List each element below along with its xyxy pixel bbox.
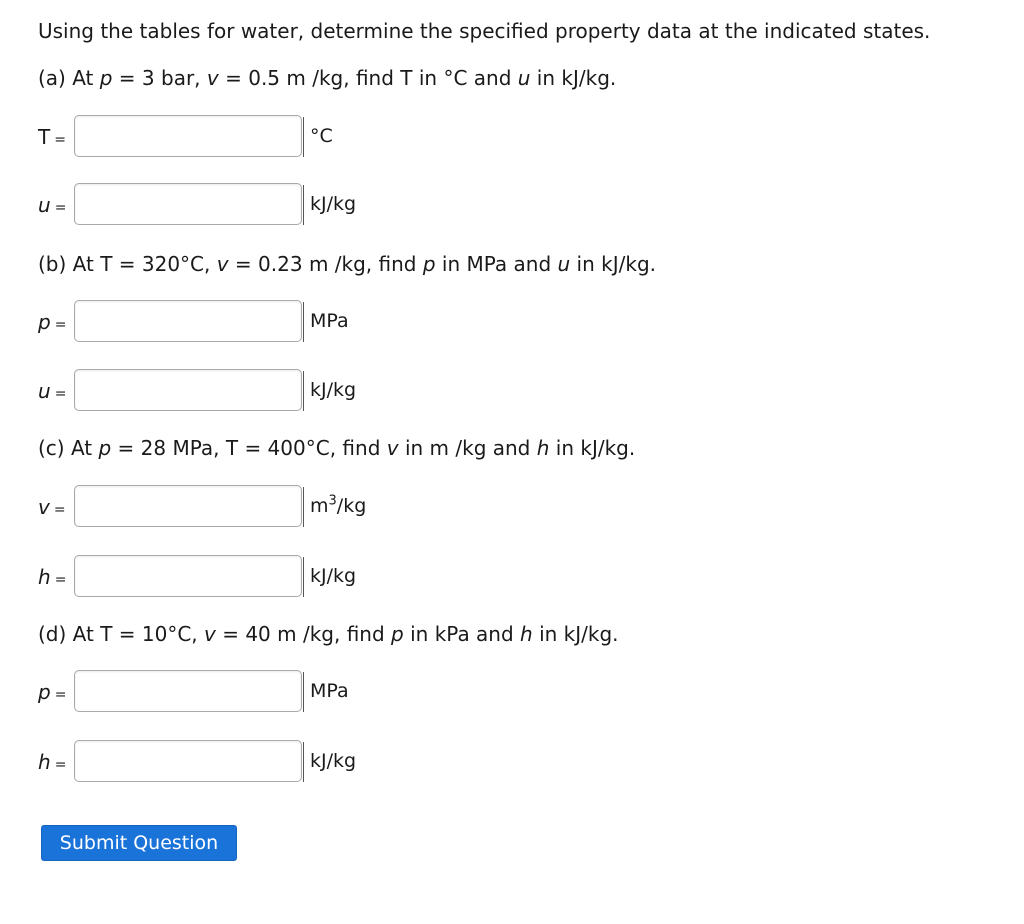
part-b-internal-energy-input[interactable] bbox=[74, 369, 302, 411]
part-a-prefix: (a) At bbox=[38, 66, 100, 90]
part-c-var1: p bbox=[98, 436, 112, 460]
part-b-pressure-label bbox=[38, 310, 66, 337]
part-c-mid2: in m /kg and bbox=[398, 436, 537, 460]
unit-separator bbox=[303, 487, 304, 527]
part-a-var2: v bbox=[206, 66, 219, 90]
part-d-mid1: = 40 m /kg, find bbox=[215, 622, 392, 646]
part-c-specific-volume-unit bbox=[310, 494, 366, 518]
unit-separator bbox=[303, 371, 304, 411]
part-a-prompt bbox=[38, 65, 616, 91]
part-d-pressure-input[interactable] bbox=[74, 670, 302, 712]
part-c-prompt bbox=[38, 435, 635, 461]
unit-separator bbox=[303, 672, 304, 712]
specific-volume-symbol: v bbox=[38, 495, 50, 519]
pressure-symbol: p bbox=[38, 680, 51, 704]
part-c-enthalpy-label bbox=[38, 565, 66, 592]
part-d-pressure-row bbox=[0, 670, 1024, 714]
part-d-enthalpy-input[interactable] bbox=[74, 740, 302, 782]
unit-separator bbox=[303, 185, 304, 225]
part-c-specific-volume-row bbox=[0, 485, 1024, 529]
part-c-specific-volume-label bbox=[38, 495, 66, 522]
part-b-var2: p bbox=[422, 252, 436, 276]
enthalpy-symbol: h bbox=[38, 565, 51, 589]
part-c-var2: v bbox=[386, 436, 399, 460]
part-b-prefix: (b) At T = 320°C, bbox=[38, 252, 217, 276]
part-d-var3: h bbox=[520, 622, 533, 646]
part-a-mid1: = 3 bar, bbox=[112, 66, 207, 90]
part-a-var3: u bbox=[517, 66, 531, 90]
part-a-temperature-input[interactable] bbox=[74, 115, 302, 157]
part-a-temperature-row bbox=[0, 115, 1024, 159]
equals-sign: = bbox=[54, 757, 67, 773]
unit-separator bbox=[303, 557, 304, 597]
part-a-temperature-unit: °C bbox=[310, 125, 333, 147]
part-d-suffix: in kJ/kg. bbox=[532, 622, 619, 646]
enthalpy-symbol: h bbox=[38, 750, 51, 774]
question-intro: Using the tables for water, determine the specified property data at the indicated states. bbox=[38, 19, 931, 43]
unit-separator bbox=[303, 302, 304, 342]
part-a-var1: p bbox=[99, 66, 113, 90]
part-a-mid2: = 0.5 m /kg, find T in °C and bbox=[218, 66, 518, 90]
equals-sign: = bbox=[54, 132, 66, 148]
equals-sign: = bbox=[53, 502, 66, 518]
equals-sign: = bbox=[54, 317, 67, 333]
pressure-symbol: p bbox=[38, 310, 51, 334]
part-c-enthalpy-row bbox=[0, 555, 1024, 599]
unit-separator bbox=[303, 117, 304, 157]
part-b-pressure-row bbox=[0, 300, 1024, 344]
part-d-mid2: in kPa and bbox=[403, 622, 521, 646]
part-a-suffix: in kJ/kg. bbox=[530, 66, 617, 90]
part-b-pressure-input[interactable] bbox=[74, 300, 302, 342]
part-d-var1: v bbox=[204, 622, 216, 646]
part-b-prompt bbox=[38, 251, 656, 277]
part-b-mid1: = 0.23 m /kg, find bbox=[228, 252, 423, 276]
part-c-suffix: in kJ/kg. bbox=[549, 436, 636, 460]
part-a-internal-energy-input[interactable] bbox=[74, 183, 302, 225]
part-a-temperature-label bbox=[38, 125, 66, 152]
part-c-var3: h bbox=[536, 436, 550, 460]
part-d-enthalpy-unit: kJ/kg bbox=[310, 750, 357, 772]
part-d-enthalpy-row bbox=[0, 740, 1024, 784]
part-b-var3: u bbox=[557, 252, 571, 276]
part-c-enthalpy-unit: kJ/kg bbox=[310, 565, 357, 587]
part-b-pressure-unit: MPa bbox=[310, 310, 349, 332]
temperature-symbol: T bbox=[38, 125, 51, 149]
part-b-internal-energy-row bbox=[0, 369, 1024, 413]
equals-sign: = bbox=[54, 572, 67, 588]
part-c-prefix: (c) At bbox=[38, 436, 99, 460]
part-b-suffix: in kJ/kg. bbox=[570, 252, 657, 276]
equals-sign: = bbox=[54, 386, 67, 402]
submit-question-button[interactable]: Submit Question bbox=[41, 825, 237, 861]
internal-energy-symbol: u bbox=[38, 379, 51, 403]
part-b-var1: v bbox=[216, 252, 229, 276]
internal-energy-symbol: u bbox=[38, 193, 51, 217]
part-c-mid1: = 28 MPa, T = 400°C, find bbox=[111, 436, 387, 460]
part-b-internal-energy-unit: kJ/kg bbox=[310, 379, 357, 401]
part-b-mid2: in MPa and bbox=[435, 252, 558, 276]
part-d-prompt bbox=[38, 621, 619, 647]
part-a-internal-energy-unit: kJ/kg bbox=[310, 193, 357, 215]
unit-separator bbox=[303, 742, 304, 782]
part-d-prefix: (d) At T = 10°C, bbox=[38, 622, 205, 646]
unit-base: m bbox=[310, 495, 329, 517]
part-d-var2: p bbox=[391, 622, 404, 646]
part-c-specific-volume-input[interactable] bbox=[74, 485, 302, 527]
part-d-enthalpy-label bbox=[38, 750, 66, 777]
equals-sign: = bbox=[54, 200, 67, 216]
part-c-enthalpy-input[interactable] bbox=[74, 555, 302, 597]
unit-rest: /kg bbox=[336, 495, 367, 517]
part-d-pressure-label bbox=[38, 680, 66, 707]
part-a-internal-energy-row bbox=[0, 183, 1024, 227]
part-b-internal-energy-label bbox=[38, 379, 66, 406]
unit-superscript: 3 bbox=[328, 493, 337, 509]
part-a-internal-energy-label bbox=[38, 193, 66, 220]
part-d-pressure-unit: MPa bbox=[310, 680, 349, 702]
equals-sign: = bbox=[54, 687, 67, 703]
